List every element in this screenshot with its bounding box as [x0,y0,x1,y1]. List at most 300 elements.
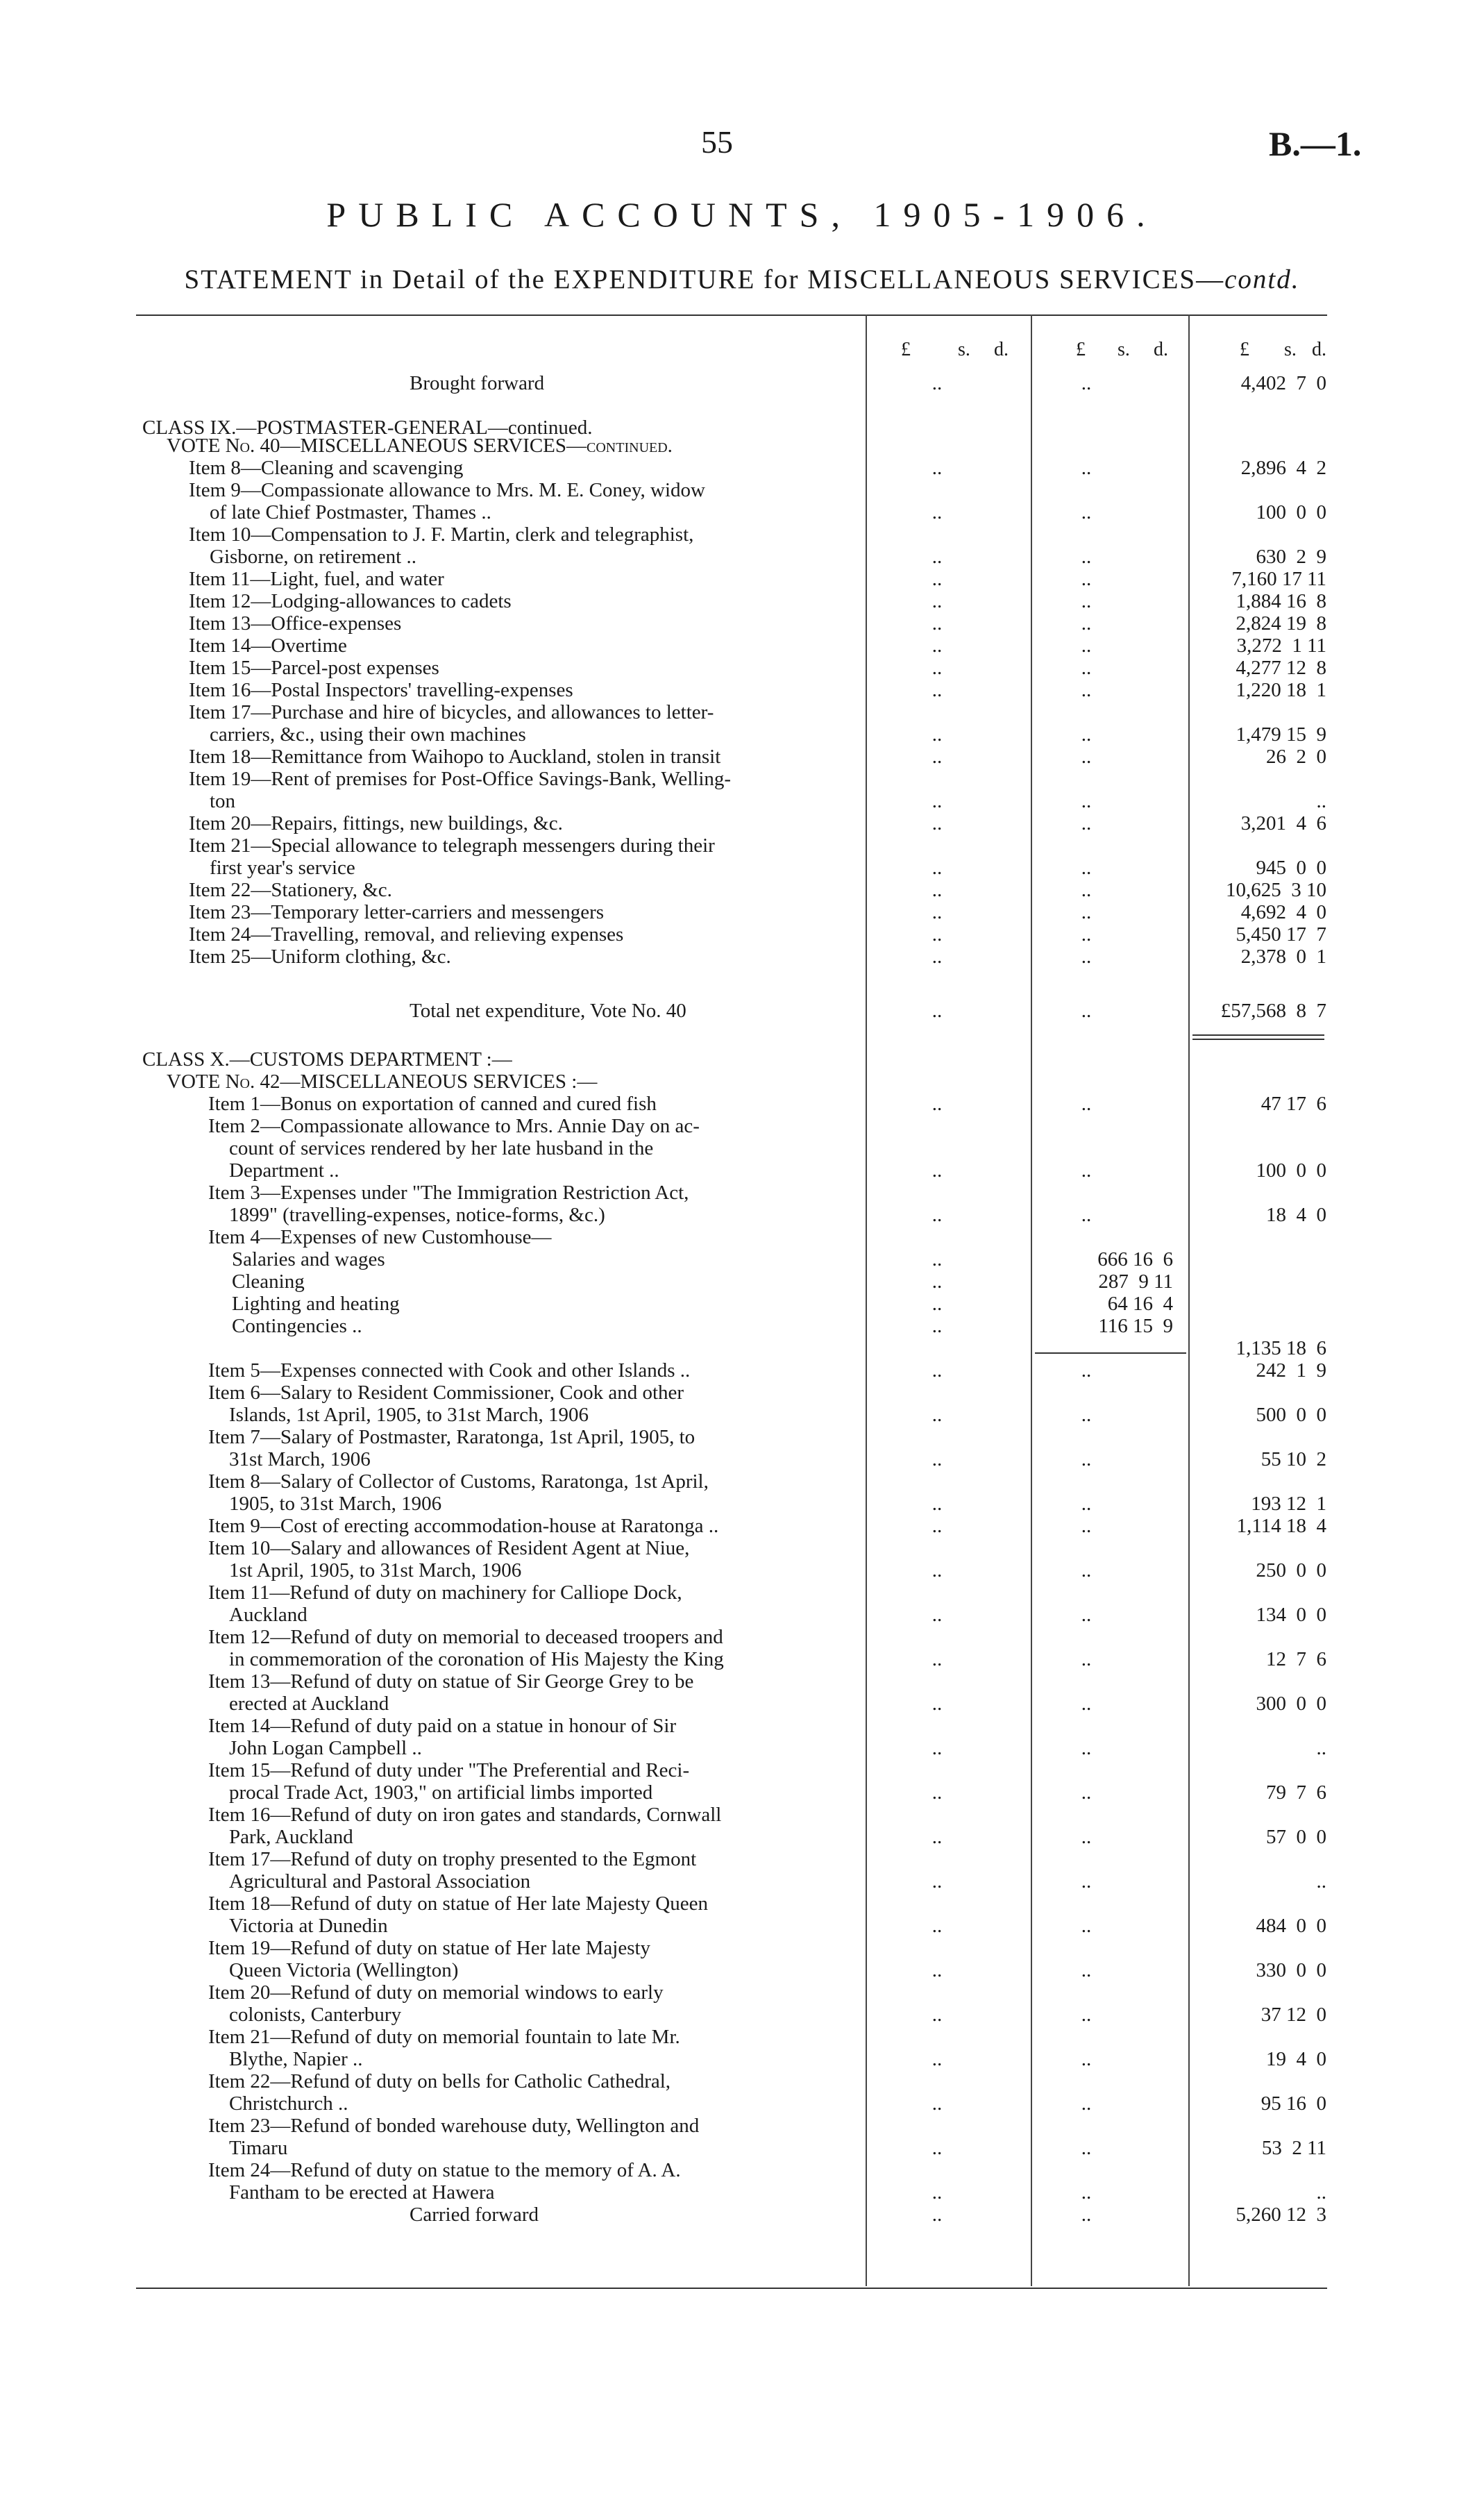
col1-dots: .. [931,612,943,635]
table-row [0,1670,1484,1693]
col3-amount: 26 2 0 [1266,746,1326,768]
row-description: Item 23—Temporary letter-carriers and messengers [189,901,605,923]
row-description: 1905, to 31st March, 1906 [229,1493,442,1515]
col2-dots: .. [1081,946,1092,968]
table-row [0,435,1484,457]
row-description: Item 23—Refund of bonded warehouse duty, Wellington and [208,2115,700,2137]
col1-dots: .. [931,546,943,568]
col1-dots: .. [931,1515,943,1537]
row-description: Item 1—Bonus on exportation of canned and cured fish [208,1093,657,1115]
col1-dots: .. [931,812,943,834]
table-row [0,1959,1484,1981]
col2-amount: 287 9 11 [1098,1270,1173,1293]
col3-amount: 1,135 18 6 [1236,1337,1326,1359]
row-description: Victoria at Dunedin [229,1915,388,1937]
table-row [0,1448,1484,1470]
col3-amount: 7,160 17 11 [1231,568,1326,590]
col3-amount: 4,277 12 8 [1236,657,1326,679]
col1-dots: .. [931,857,943,879]
col2-dots: .. [1081,1448,1092,1470]
col2-dots: .. [1081,1693,1092,1715]
col1-dots: .. [931,568,943,590]
col1-dots: .. [931,679,943,701]
col1-dots: .. [931,901,943,923]
class-heading: CLASS X.—CUSTOMS DEPARTMENT :— [142,1048,512,1071]
row-description: Contingencies .. [232,1315,362,1337]
col3-amount: 47 17 6 [1260,1093,1326,1115]
col1-dots: .. [931,457,943,479]
row-description: Queen Victoria (Wellington) [229,1959,459,1981]
table-row [0,1848,1484,1870]
col2-dots: .. [1081,1737,1092,1759]
row-description: Department .. [229,1159,339,1182]
table-row [0,1404,1484,1426]
col2-amount: 666 16 6 [1097,1248,1173,1270]
row-description: Item 18—Refund of duty on statue of Her late Majesty Queen [208,1893,708,1915]
col1-dots: .. [931,1448,943,1470]
col1-dots: .. [931,372,943,394]
col3-amount: 19 4 0 [1266,2048,1326,2070]
col3-amount: 79 7 6 [1266,1781,1326,1804]
row-description: count of services rendered by her late husband in the [229,1137,654,1159]
table-row [0,1537,1484,1559]
col1-dots: .. [931,2092,943,2115]
class-heading: CLASS IX.—POSTMASTER-GENERAL—continued. [142,417,593,439]
col3-amount: 193 12 1 [1251,1493,1326,1515]
col1-dots: .. [931,1826,943,1848]
table-row [0,1337,1484,1359]
table-row [0,1115,1484,1137]
col2-dots: .. [1081,1404,1092,1426]
col2-dots: .. [1081,1093,1092,1115]
col3-amount: 2,824 19 8 [1236,612,1326,635]
row-description: Item 18—Remittance from Waihopo to Auckland, stolen in transit [189,746,721,768]
col1-dots: .. [931,1093,943,1115]
row-description: ton [210,790,236,812]
table-row [0,2137,1484,2159]
table-row [0,2115,1484,2137]
col3-amount: .. [1316,1870,1326,1893]
col1-dots: .. [931,746,943,768]
table-row [0,679,1484,701]
col1-dots: .. [931,923,943,946]
col1-dots: .. [931,1293,943,1315]
row-description: Timaru [229,2137,288,2159]
col2-dots: .. [1081,2181,1092,2204]
col1-shilling-header: s. [958,339,970,360]
table-row [0,1604,1484,1626]
statement-subtitle [0,264,1484,295]
row-description: Item 21—Refund of duty on memorial fountain to late Mr. [208,2026,680,2048]
table-row [0,1648,1484,1670]
table-row [0,2004,1484,2026]
col2-dots: .. [1081,612,1092,635]
col2-dots: .. [1081,2048,1092,2070]
col2-dots: .. [1081,1959,1092,1981]
col2-dots: .. [1081,812,1092,834]
row-description: Item 4—Expenses of new Customhouse— [208,1226,552,1248]
col3-amount: 1,479 15 9 [1236,723,1326,746]
table-row [0,1359,1484,1382]
col1-dots: .. [931,1693,943,1715]
table-row [0,1137,1484,1159]
col2-dots: .. [1081,923,1092,946]
col3-amount: 5,450 17 7 [1236,923,1326,946]
vote-heading: VOTE No. 42—MISCELLANEOUS SERVICES :— [167,1071,598,1093]
row-description: Park, Auckland [229,1826,353,1848]
col1-dots: .. [931,2181,943,2204]
table-row [0,1426,1484,1448]
col3-amount: .. [1316,2181,1326,2204]
subtitle-main: STATEMENT in Detail of the EXPENDITURE for MISCELLANEOUS SERVICES— [184,265,1225,294]
col2-dots: .. [1081,1870,1092,1893]
col1-dots: .. [931,1604,943,1626]
table-row [0,2159,1484,2181]
row-description: Item 8—Cleaning and scavenging [189,457,464,479]
col3-amount: 37 12 0 [1260,2004,1326,2026]
table-row [0,1182,1484,1204]
col2-dots: .. [1081,457,1092,479]
col1-dots: .. [931,1315,943,1337]
col1-dots: .. [931,1000,943,1022]
row-description: Item 20—Refund of duty on memorial windows to early [208,1981,664,2004]
table-row [0,612,1484,635]
row-description: Item 19—Rent of premises for Post-Office Savings-Bank, Welling- [189,768,732,790]
col2-dots: .. [1081,2204,1092,2226]
table-row [0,1204,1484,1226]
col2-dots: .. [1081,635,1092,657]
table-row [0,568,1484,590]
col2-dots: .. [1081,879,1092,901]
row-description: John Logan Campbell .. [229,1737,422,1759]
row-description: Item 9—Cost of erecting accommodation-house at Raratonga .. [208,1515,719,1537]
vote-heading: VOTE No. 40—MISCELLANEOUS SERVICES—continued. [167,435,673,457]
col1-dots: .. [931,1159,943,1182]
col2-dots: .. [1081,723,1092,746]
col3-amount: 3,272 1 11 [1236,635,1326,657]
row-description: Item 12—Refund of duty on memorial to deceased troopers and [208,1626,723,1648]
table-row [0,523,1484,546]
col3-amount: 12 7 6 [1266,1648,1326,1670]
col3-amount: .. [1316,1737,1326,1759]
table-row [0,501,1484,523]
row-description: Lighting and heating [232,1293,400,1315]
col3-amount: 945 0 0 [1256,857,1326,879]
col3-amount: 100 0 0 [1256,501,1326,523]
table-row [0,1559,1484,1581]
col2-dots: .. [1081,372,1092,394]
row-description: Item 20—Repairs, fittings, new buildings, &c. [189,812,563,834]
col2-dots: .. [1081,590,1092,612]
col2-dots: .. [1081,857,1092,879]
col2-dots: .. [1081,501,1092,523]
page-title: PUBLIC ACCOUNTS, 1905-1906. [326,195,1158,234]
col1-dots: .. [931,2048,943,2070]
table-row [0,1893,1484,1915]
table-row [0,1804,1484,1826]
col3-amount: 57 0 0 [1266,1826,1326,1848]
table-row [0,1981,1484,2004]
col3-amount: .. [1316,790,1326,812]
col1-dots: .. [931,1959,943,1981]
row-description: Item 24—Travelling, removal, and relieving expenses [189,923,624,946]
col2-dots: .. [1081,1826,1092,1848]
row-description: Item 14—Refund of duty paid on a statue in honour of Sir [208,1715,677,1737]
row-description: Item 19—Refund of duty on statue of Her late Majesty [208,1937,651,1959]
table-row [0,701,1484,723]
col3-amount: 95 16 0 [1260,2092,1326,2115]
subtotal-rule [1035,1352,1186,1354]
row-description: Item 21—Special allowance to telegraph messengers during their [189,834,715,857]
col3-amount: 1,114 18 4 [1236,1515,1326,1537]
table-row [0,1470,1484,1493]
col1-dots: .. [931,879,943,901]
table-row [0,2204,1484,2226]
col2-dots: .. [1081,790,1092,812]
row-description: Item 12—Lodging-allowances to cadets [189,590,512,612]
col2-dots: .. [1081,2137,1092,2159]
table-row [0,1071,1484,1093]
row-description: Gisborne, on retirement .. [210,546,416,568]
table-row [0,857,1484,879]
col3-amount: 1,220 18 1 [1236,679,1326,701]
col2-amount: 64 16 4 [1107,1293,1173,1315]
table-row [0,2026,1484,2048]
row-description: Item 7—Salary of Postmaster, Raratonga, 1st April, 1905, to [208,1426,695,1448]
col3-amount: 300 0 0 [1256,1693,1326,1715]
row-description: first year's service [210,857,355,879]
report-reference: B.—1. [1269,124,1362,163]
total-double-rule [1192,1034,1324,1036]
col1-dots: .. [931,1737,943,1759]
page-number: 55 [701,124,733,160]
col1-dots: .. [931,1781,943,1804]
row-description: Item 16—Postal Inspectors' travelling-expenses [189,679,573,701]
row-description: Total net expenditure, Vote No. 40 [410,1000,686,1022]
col1-dots: .. [931,1493,943,1515]
table-row [0,1915,1484,1937]
col2-dots: .. [1081,1000,1092,1022]
col3-amount: 134 0 0 [1256,1604,1326,1626]
row-description: Christchurch .. [229,2092,348,2115]
col2-amount: 116 15 9 [1098,1315,1173,1337]
row-description: erected at Auckland [229,1693,389,1715]
table-row [0,1715,1484,1737]
table-row [0,1737,1484,1759]
row-description: Item 3—Expenses under "The Immigration Restriction Act, [208,1182,689,1204]
table-row [0,790,1484,812]
col3-amount: £57,568 8 7 [1220,1000,1326,1022]
row-description: Item 11—Refund of duty on machinery for Calliope Dock, [208,1581,682,1604]
table-row [0,768,1484,790]
col3-pence-header: d. [1312,339,1326,360]
col2-dots: .. [1081,1204,1092,1226]
col1-dots: .. [931,1915,943,1937]
col2-dots: .. [1081,679,1092,701]
table-row [0,1826,1484,1848]
col2-dots: .. [1081,1359,1092,1382]
row-description: Cleaning [232,1270,305,1293]
col1-dots: .. [931,1248,943,1270]
col3-amount: 4,402 7 0 [1240,372,1326,394]
col2-dots: .. [1081,1159,1092,1182]
col3-amount: 2,378 0 1 [1240,946,1326,968]
col2-dots: .. [1081,546,1092,568]
col2-dots: .. [1081,1604,1092,1626]
row-description: Item 5—Expenses connected with Cook and other Islands .. [208,1359,691,1382]
row-description: Item 8—Salary of Collector of Customs, Raratonga, 1st April, [208,1470,709,1493]
table-row [0,901,1484,923]
table-row [0,1270,1484,1293]
col3-amount: 500 0 0 [1256,1404,1326,1426]
row-description: Item 16—Refund of duty on iron gates and standards, Cornwall [208,1804,722,1826]
row-description: Agricultural and Pastoral Association [229,1870,531,1893]
row-description: Item 11—Light, fuel, and water [189,568,444,590]
row-description: Item 10—Compensation to J. F. Martin, clerk and telegraphist, [189,523,694,546]
col1-pence-header: d. [994,339,1009,360]
table-row [0,546,1484,568]
table-row [0,1870,1484,1893]
col3-amount: 18 4 0 [1266,1204,1326,1226]
row-description: Item 6—Salary to Resident Commissioner, Cook and other [208,1382,684,1404]
table-row [0,723,1484,746]
row-description: Auckland [229,1604,307,1626]
table-row [0,372,1484,394]
table-row [0,1693,1484,1715]
col1-dots: .. [931,946,943,968]
col3-amount: 4,692 4 0 [1240,901,1326,923]
col3-amount: 630 2 9 [1256,546,1326,568]
col2-dots: .. [1081,1559,1092,1581]
table-row [0,1048,1484,1071]
row-description: Item 22—Stationery, &c. [189,879,392,901]
row-description: of late Chief Postmaster, Thames .. [210,501,491,523]
table-row [0,1493,1484,1515]
row-description: Item 25—Uniform clothing, &c. [189,946,451,968]
col2-pence-header: d. [1154,339,1168,360]
col2-pound-header: £ [1076,339,1086,360]
table-row [0,1781,1484,1804]
row-description: Item 15—Refund of duty under "The Preferential and Reci- [208,1759,690,1781]
row-description: Brought forward [410,372,545,394]
col1-dots: .. [931,635,943,657]
col1-dots: .. [931,1359,943,1382]
row-description: Item 17—Refund of duty on trophy presented to the Egmont [208,1848,697,1870]
row-description: Item 10—Salary and allowances of Resident Agent at Niue, [208,1537,690,1559]
col3-amount: 2,896 4 2 [1240,457,1326,479]
table-row [0,1626,1484,1648]
col1-dots: .. [931,2137,943,2159]
table-row [0,1937,1484,1959]
table-row [0,635,1484,657]
col3-amount: 242 1 9 [1256,1359,1326,1382]
col1-dots: .. [931,2004,943,2026]
table-row [0,1093,1484,1115]
col2-dots: .. [1081,1915,1092,1937]
table-row [0,1581,1484,1604]
row-description: Item 15—Parcel-post expenses [189,657,439,679]
col1-dots: .. [931,657,943,679]
table-row [0,479,1484,501]
col1-dots: .. [931,1404,943,1426]
table-row [0,1759,1484,1781]
table-row [0,812,1484,834]
col3-amount: 484 0 0 [1256,1915,1326,1937]
col3-amount: 100 0 0 [1256,1159,1326,1182]
col3-amount: 330 0 0 [1256,1959,1326,1981]
row-description: Item 22—Refund of duty on bells for Catholic Cathedral, [208,2070,671,2092]
table-row [0,2070,1484,2092]
col2-dots: .. [1081,1493,1092,1515]
col3-amount: 1,884 16 8 [1236,590,1326,612]
col2-dots: .. [1081,1515,1092,1537]
col1-dots: .. [931,1870,943,1893]
col2-dots: .. [1081,901,1092,923]
col2-dots: .. [1081,1648,1092,1670]
col3-amount: 3,201 4 6 [1240,812,1326,834]
col2-dots: .. [1081,1781,1092,1804]
col3-pound-header: £ [1240,339,1249,360]
col3-amount: 55 10 2 [1260,1448,1326,1470]
table-row [0,1293,1484,1315]
table-row [0,2048,1484,2070]
table-row [0,457,1484,479]
table-row [0,1226,1484,1248]
col2-shilling-header: s. [1118,339,1130,360]
table-row [0,2092,1484,2115]
table-row [0,923,1484,946]
col1-dots: .. [931,2204,943,2226]
row-description: colonists, Canterbury [229,2004,402,2026]
col1-dots: .. [931,1648,943,1670]
table-row [0,1515,1484,1537]
table-row [0,657,1484,679]
table-row [0,834,1484,857]
row-description: Carried forward [410,2204,539,2226]
col2-dots: .. [1081,2092,1092,2115]
row-description: 1899" (travelling-expenses, notice-forms, &c.) [229,1204,605,1226]
row-description: Item 2—Compassionate allowance to Mrs. Annie Day on ac- [208,1115,700,1137]
row-description: Item 17—Purchase and hire of bicycles, and allowances to letter- [189,701,714,723]
table-row [0,1000,1484,1022]
col1-dots: .. [931,790,943,812]
row-description: procal Trade Act, 1903," on artificial limbs imported [229,1781,653,1804]
row-description: Fantham to be erected at Hawera [229,2181,495,2204]
table-row [0,1382,1484,1404]
row-description: 1st April, 1905, to 31st March, 1906 [229,1559,522,1581]
col1-dots: .. [931,1270,943,1293]
table-row [0,1315,1484,1337]
row-description: Islands, 1st April, 1905, to 31st March, 1906 [229,1404,589,1426]
table-row [0,746,1484,768]
row-description: Blythe, Napier .. [229,2048,363,2070]
col1-pound-header: £ [901,339,911,360]
col1-dots: .. [931,1559,943,1581]
row-description: carriers, &c., using their own machines [210,723,526,746]
col3-amount: 10,625 3 10 [1226,879,1326,901]
col2-dots: .. [1081,657,1092,679]
col1-dots: .. [931,1204,943,1226]
table-row [0,879,1484,901]
col1-dots: .. [931,723,943,746]
col3-shilling-header: s. [1284,339,1297,360]
table-row [0,1248,1484,1270]
col3-amount: 5,260 12 3 [1236,2204,1326,2226]
row-description: Salaries and wages [232,1248,385,1270]
row-description: Item 24—Refund of duty on statue to the memory of A. A. [208,2159,681,2181]
col3-amount: 250 0 0 [1256,1559,1326,1581]
col2-dots: .. [1081,568,1092,590]
